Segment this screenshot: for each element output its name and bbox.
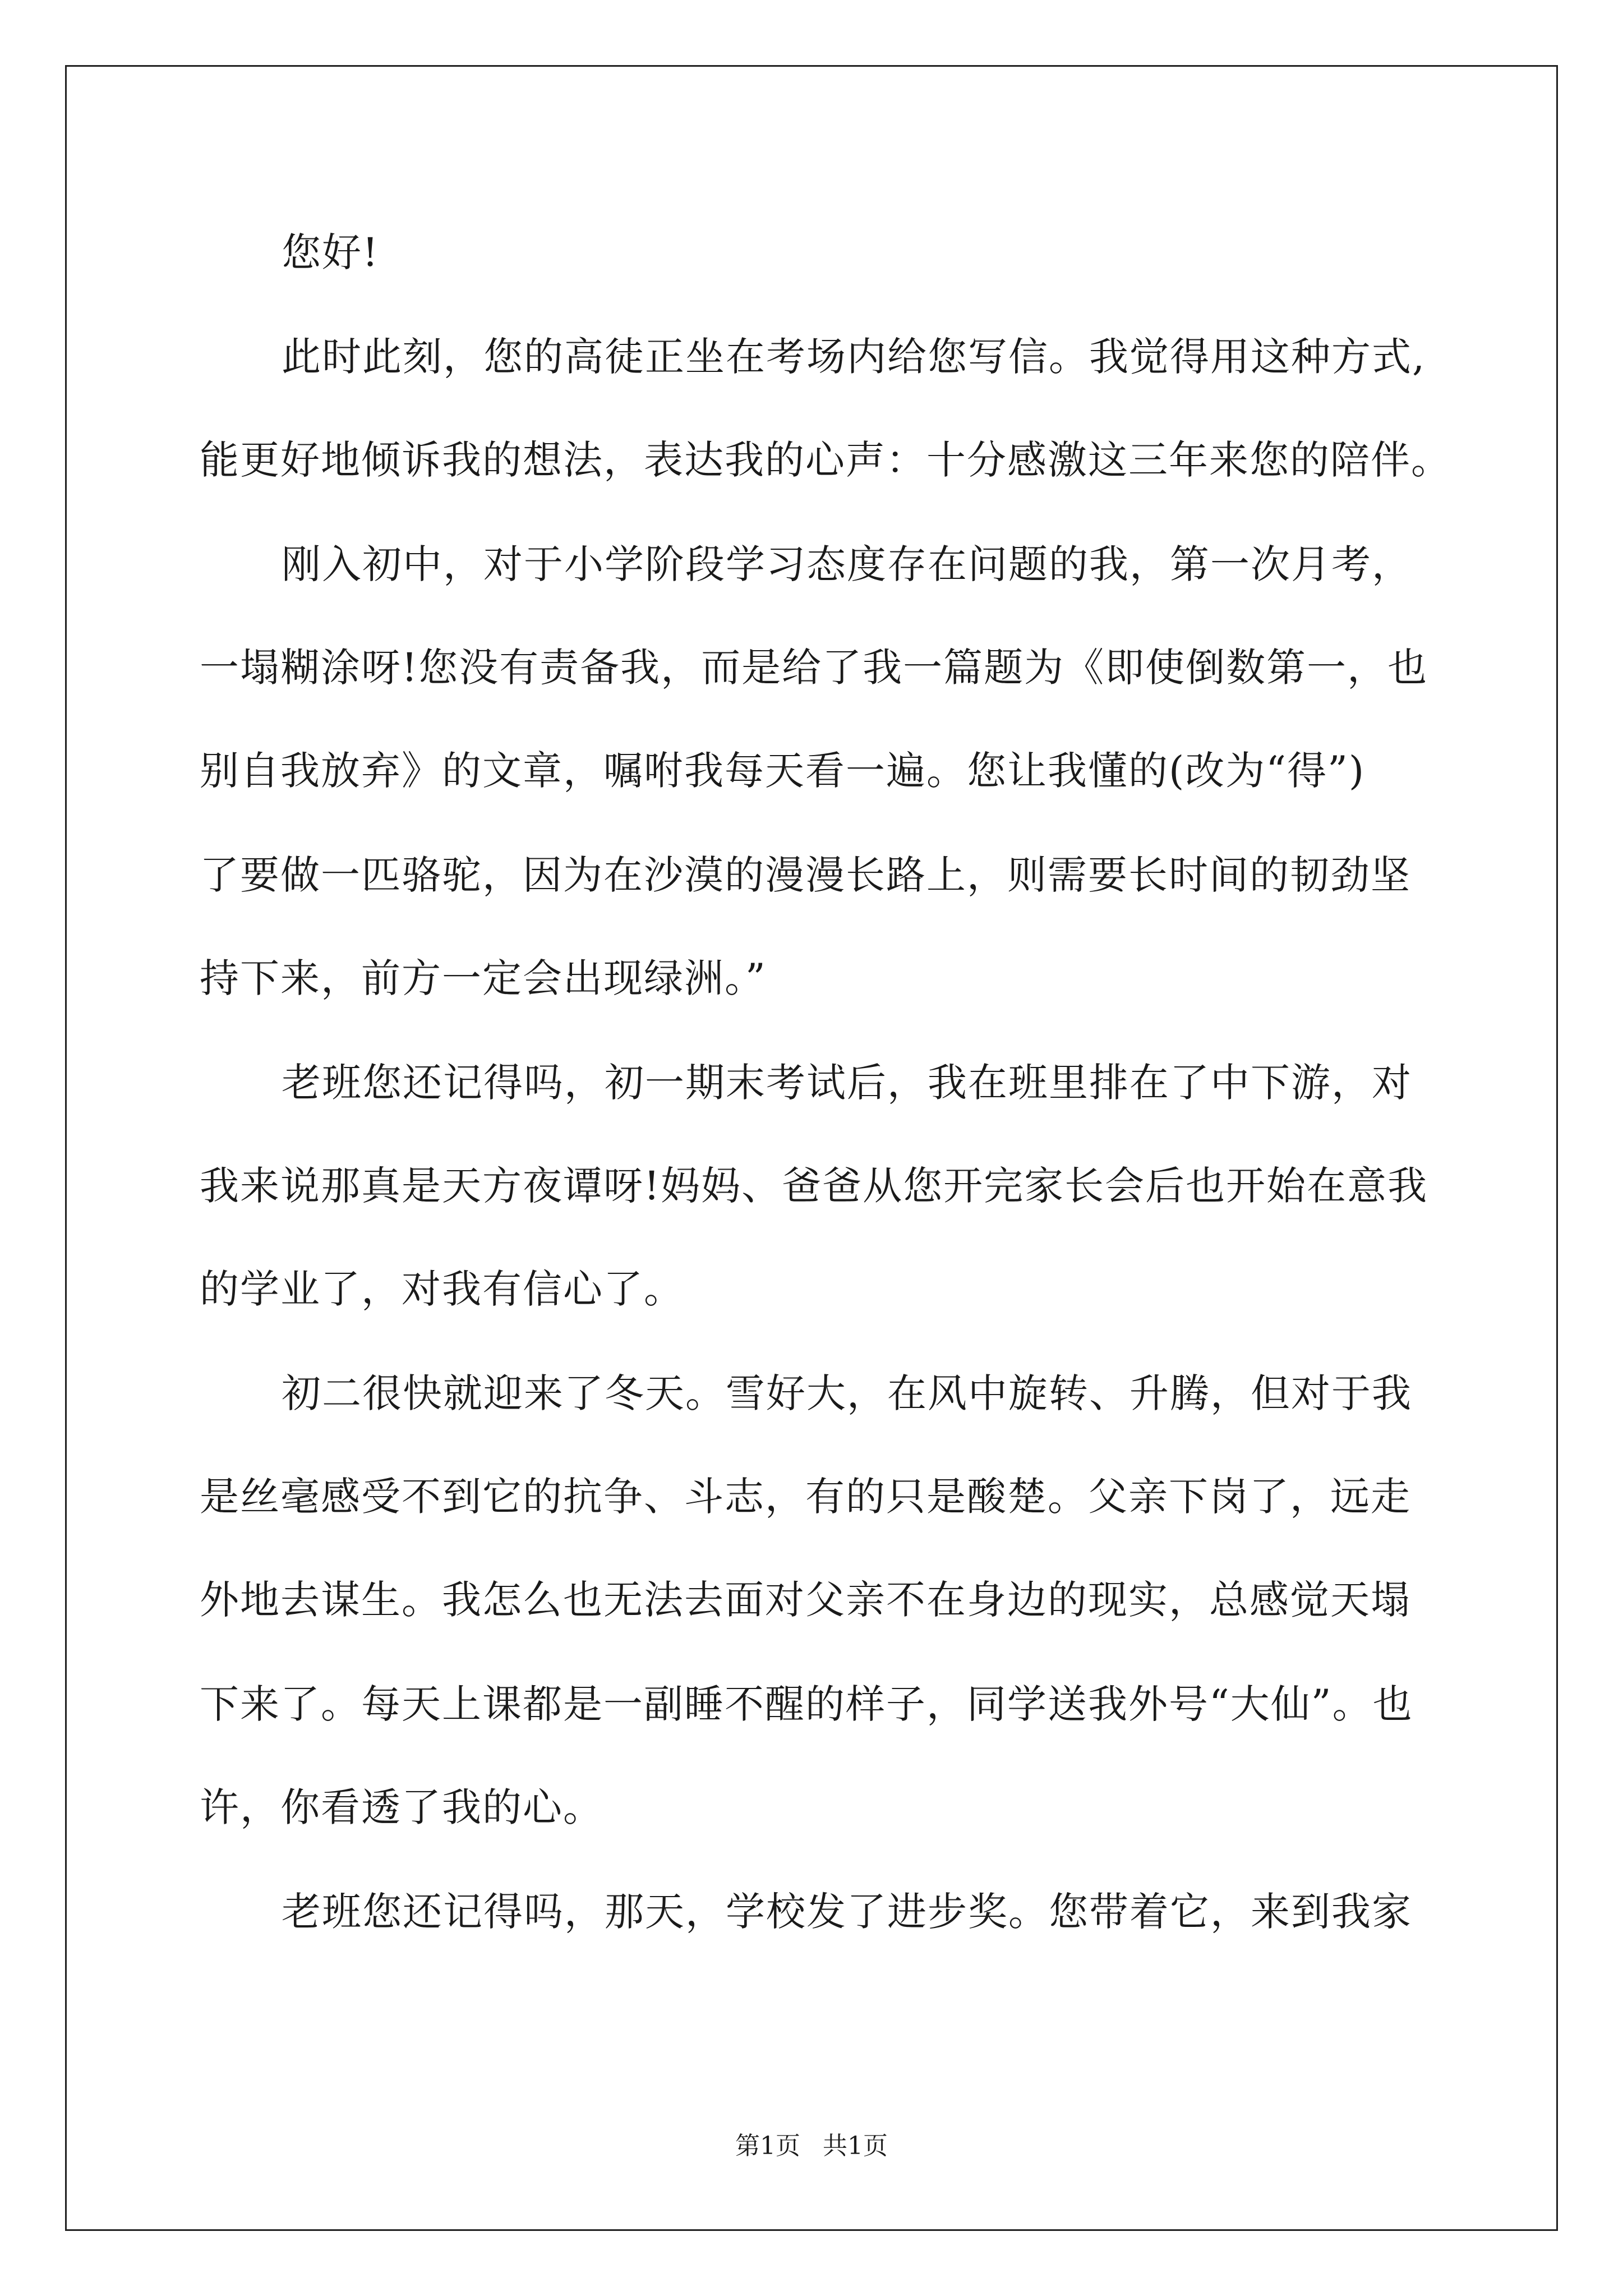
text-line: 此时此刻，您的高徒正坐在考场内给您写信。我觉得用这种方式, (282, 334, 1426, 380)
text-line: 我来说那真是天方夜谭呀!妈妈、爸爸从您开完家长会后也开始在意我 (200, 1163, 1428, 1209)
page-total: 共1页 (823, 2132, 888, 2160)
text-line: 许，你看透了我的心。 (200, 1784, 603, 1830)
text-line: 下来了。每天上课都是一副睡不醒的样子，同学送我外号“大仙”。也 (200, 1681, 1413, 1727)
text-line: 能更好地倾诉我的想法，表达我的心声：十分感激这三年来您的陪伴。 (200, 437, 1451, 483)
text-line: 初二很快就迎来了冬天。雪好大，在风中旋转、升腾，但对于我 (282, 1370, 1412, 1416)
text-line: 持下来，前方一定会出现绿洲。” (200, 955, 767, 1001)
page-number: 第1页 (735, 2132, 800, 2160)
text-line: 别自我放弃》的文章，嘱咐我每天看一遍。您让我懂的(改为“得”) (200, 748, 1366, 794)
text-line: 外地去谋生。我怎么也无法去面对父亲不在身边的现实，总感觉天塌 (200, 1577, 1411, 1623)
text-line: 一塌糊涂呀!您没有责备我，而是给了我一篇题为《即使倒数第一，也 (200, 645, 1428, 691)
text-line: 的学业了，对我有信心了。 (200, 1266, 684, 1312)
text-line: 刚入初中，对于小学阶段学习态度存在问题的我，第一次月考， (282, 541, 1412, 587)
text-line: 了要做一匹骆驼，因为在沙漠的漫漫长路上，则需要长时间的韧劲坚 (200, 852, 1411, 898)
salutation: 您好! (282, 229, 380, 275)
page-footer (0, 2129, 1623, 2163)
text-line: 是丝毫感受不到它的抗争、斗志，有的只是酸楚。父亲下岗了，远走 (200, 1474, 1411, 1520)
text-line: 老班您还记得吗，初一期末考试后，我在班里排在了中下游，对 (282, 1060, 1412, 1106)
text-line: 老班您还记得吗，那天，学校发了进步奖。您带着它，来到我家 (282, 1889, 1412, 1935)
